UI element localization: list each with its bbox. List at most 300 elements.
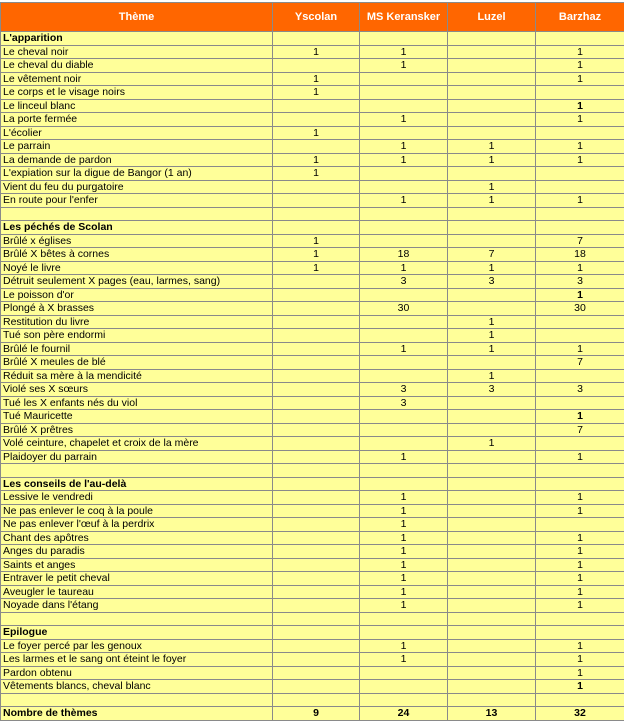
table-row — [1, 558, 624, 572]
value-cell: 30 — [360, 302, 448, 316]
table-row — [1, 342, 624, 356]
value-cell — [273, 180, 360, 194]
theme-label: Détruit seulement X pages (eau, larmes, sang) — [1, 275, 273, 289]
value-cell — [448, 491, 536, 505]
value-cell — [448, 423, 536, 437]
theme-label — [1, 464, 273, 478]
value-cell: 1 — [536, 666, 624, 680]
value-cell — [273, 437, 360, 451]
section-row — [1, 32, 624, 46]
value-cell — [360, 464, 448, 478]
theme-label: Le corps et le visage noirs — [1, 86, 273, 100]
value-cell — [273, 612, 360, 626]
value-cell — [536, 464, 624, 478]
theme-label: Réduit sa mère à la mendicité — [1, 369, 273, 383]
section-row — [1, 477, 624, 491]
theme-label: Pardon obtenu — [1, 666, 273, 680]
value-cell — [273, 59, 360, 73]
value-cell: 3 — [536, 383, 624, 397]
header-row — [1, 3, 624, 32]
theme-label: En route pour l'enfer — [1, 194, 273, 208]
themes-table — [0, 2, 624, 721]
value-cell — [273, 369, 360, 383]
table-row — [1, 572, 624, 586]
table-row — [1, 437, 624, 451]
value-cell: 1 — [536, 558, 624, 572]
table-row — [1, 653, 624, 667]
value-cell — [273, 639, 360, 653]
value-cell: 1 — [536, 491, 624, 505]
value-cell: 1 — [536, 572, 624, 586]
value-cell: 1 — [360, 531, 448, 545]
theme-label: Le linceul blanc — [1, 99, 273, 113]
value-cell: 1 — [360, 518, 448, 532]
value-cell — [536, 518, 624, 532]
value-cell — [448, 693, 536, 707]
value-cell — [448, 545, 536, 559]
value-cell — [448, 558, 536, 572]
value-cell: 24 — [360, 707, 448, 721]
theme-label: L'écolier — [1, 126, 273, 140]
value-cell: 1 — [536, 99, 624, 113]
value-cell — [273, 288, 360, 302]
value-cell — [273, 194, 360, 208]
value-cell — [536, 207, 624, 221]
value-cell — [536, 396, 624, 410]
section-row — [1, 626, 624, 640]
blank-row — [1, 612, 624, 626]
value-cell — [360, 437, 448, 451]
value-cell — [273, 666, 360, 680]
table-row — [1, 410, 624, 424]
value-cell: 1 — [536, 545, 624, 559]
value-cell: 1 — [536, 153, 624, 167]
value-cell — [536, 126, 624, 140]
value-cell — [360, 221, 448, 235]
value-cell — [448, 288, 536, 302]
value-cell: 1 — [360, 639, 448, 653]
value-cell — [360, 329, 448, 343]
theme-label: Plongé à X brasses — [1, 302, 273, 316]
table-row — [1, 153, 624, 167]
value-cell: 9 — [273, 707, 360, 721]
value-cell — [273, 572, 360, 586]
value-cell — [536, 32, 624, 46]
value-cell: 1 — [360, 45, 448, 59]
theme-label: Ne pas enlever le coq à la poule — [1, 504, 273, 518]
value-cell — [273, 207, 360, 221]
table-row — [1, 126, 624, 140]
value-cell — [273, 410, 360, 424]
value-cell — [448, 572, 536, 586]
value-cell — [448, 45, 536, 59]
value-cell: 3 — [360, 383, 448, 397]
theme-label: Brûlé le fournil — [1, 342, 273, 356]
table-row — [1, 194, 624, 208]
value-cell: 1 — [536, 410, 624, 424]
value-cell — [448, 410, 536, 424]
section-title: Les conseils de l'au-delà — [1, 477, 273, 491]
theme-label: Tué son père endormi — [1, 329, 273, 343]
value-cell: 1 — [536, 504, 624, 518]
value-cell: 1 — [360, 585, 448, 599]
theme-label: La demande de pardon — [1, 153, 273, 167]
blank-row — [1, 693, 624, 707]
theme-label: Plaidoyer du parrain — [1, 450, 273, 464]
table-row — [1, 315, 624, 329]
value-cell — [536, 612, 624, 626]
value-cell: 1 — [536, 342, 624, 356]
value-cell: 1 — [448, 153, 536, 167]
value-cell — [273, 423, 360, 437]
value-cell — [360, 288, 448, 302]
value-cell: 1 — [536, 653, 624, 667]
table-row — [1, 666, 624, 680]
value-cell: 3 — [360, 396, 448, 410]
value-cell — [273, 545, 360, 559]
value-cell: 1 — [360, 194, 448, 208]
value-cell — [448, 113, 536, 127]
theme-label: Aveugler le taureau — [1, 585, 273, 599]
value-cell — [360, 693, 448, 707]
theme-label: Les larmes et le sang ont éteint le foyer — [1, 653, 273, 667]
value-cell: 1 — [448, 369, 536, 383]
table-row — [1, 180, 624, 194]
table-row — [1, 531, 624, 545]
theme-label: Lessive le vendredi — [1, 491, 273, 505]
value-cell — [536, 626, 624, 640]
value-cell: 13 — [448, 707, 536, 721]
value-cell — [273, 693, 360, 707]
value-cell — [273, 450, 360, 464]
value-cell — [273, 464, 360, 478]
table-row — [1, 99, 624, 113]
value-cell — [448, 653, 536, 667]
value-cell — [360, 680, 448, 694]
table-row — [1, 450, 624, 464]
value-cell: 1 — [536, 140, 624, 154]
value-cell — [448, 59, 536, 73]
value-cell — [448, 639, 536, 653]
value-cell: 1 — [360, 653, 448, 667]
value-cell — [273, 221, 360, 235]
value-cell: 1 — [360, 113, 448, 127]
header-yscolan: Yscolan — [273, 3, 360, 32]
value-cell: 7 — [536, 356, 624, 370]
value-cell: 1 — [536, 194, 624, 208]
value-cell — [536, 180, 624, 194]
value-cell: 1 — [448, 342, 536, 356]
value-cell: 1 — [273, 234, 360, 248]
value-cell — [273, 518, 360, 532]
table-row — [1, 72, 624, 86]
section-title: Les péchés de Scolan — [1, 221, 273, 235]
value-cell — [448, 477, 536, 491]
value-cell — [360, 72, 448, 86]
value-cell — [360, 410, 448, 424]
value-cell — [448, 464, 536, 478]
value-cell — [448, 356, 536, 370]
theme-label: Noyade dans l'étang — [1, 599, 273, 613]
theme-label: Tué les X enfants nés du viol — [1, 396, 273, 410]
table-row — [1, 167, 624, 181]
value-cell — [360, 423, 448, 437]
value-cell: 1 — [448, 261, 536, 275]
value-cell — [536, 369, 624, 383]
value-cell: 1 — [536, 639, 624, 653]
value-cell: 18 — [360, 248, 448, 262]
blank-row — [1, 207, 624, 221]
value-cell — [536, 221, 624, 235]
value-cell: 1 — [273, 86, 360, 100]
value-cell: 1 — [360, 504, 448, 518]
value-cell: 3 — [448, 383, 536, 397]
value-cell — [360, 626, 448, 640]
table-row — [1, 356, 624, 370]
total-row — [1, 707, 624, 721]
value-cell — [273, 342, 360, 356]
value-cell: 1 — [536, 450, 624, 464]
value-cell: 1 — [273, 45, 360, 59]
value-cell — [448, 666, 536, 680]
theme-label: Brûlé X bêtes à cornes — [1, 248, 273, 262]
value-cell — [536, 86, 624, 100]
value-cell — [448, 450, 536, 464]
value-cell: 1 — [536, 72, 624, 86]
table-row — [1, 248, 624, 262]
value-cell — [273, 113, 360, 127]
theme-label: Volé ceinture, chapelet et croix de la mère — [1, 437, 273, 451]
value-cell — [273, 599, 360, 613]
value-cell: 1 — [360, 153, 448, 167]
table-row — [1, 288, 624, 302]
value-cell: 1 — [273, 153, 360, 167]
table-row — [1, 585, 624, 599]
value-cell — [273, 531, 360, 545]
value-cell — [448, 126, 536, 140]
value-cell — [273, 275, 360, 289]
value-cell: 1 — [360, 450, 448, 464]
value-cell: 3 — [448, 275, 536, 289]
value-cell — [360, 234, 448, 248]
value-cell — [448, 86, 536, 100]
value-cell: 1 — [273, 261, 360, 275]
value-cell — [360, 612, 448, 626]
value-cell: 7 — [536, 234, 624, 248]
value-cell — [273, 477, 360, 491]
header-luzel: Luzel — [448, 3, 536, 32]
value-cell — [273, 356, 360, 370]
value-cell — [448, 99, 536, 113]
table-row — [1, 261, 624, 275]
theme-label: Le foyer percé par les genoux — [1, 639, 273, 653]
value-cell: 1 — [360, 140, 448, 154]
value-cell — [360, 315, 448, 329]
value-cell: 7 — [448, 248, 536, 262]
theme-label: Brûlé X meules de blé — [1, 356, 273, 370]
value-cell — [536, 315, 624, 329]
section-row — [1, 221, 624, 235]
value-cell — [273, 383, 360, 397]
value-cell — [360, 477, 448, 491]
value-cell — [273, 504, 360, 518]
theme-label: Vient du feu du purgatoire — [1, 180, 273, 194]
header-barzhaz: Barzhaz — [536, 3, 624, 32]
value-cell: 1 — [448, 140, 536, 154]
table-row — [1, 545, 624, 559]
value-cell: 1 — [536, 599, 624, 613]
value-cell — [448, 626, 536, 640]
value-cell: 1 — [448, 194, 536, 208]
theme-label: Le parrain — [1, 140, 273, 154]
table-row — [1, 140, 624, 154]
value-cell — [448, 518, 536, 532]
value-cell — [536, 693, 624, 707]
value-cell: 18 — [536, 248, 624, 262]
theme-label: Le cheval noir — [1, 45, 273, 59]
value-cell: 1 — [536, 288, 624, 302]
table-row — [1, 396, 624, 410]
theme-label: Brûlé X prêtres — [1, 423, 273, 437]
value-cell: 1 — [360, 59, 448, 73]
value-cell: 1 — [448, 437, 536, 451]
value-cell: 1 — [448, 315, 536, 329]
value-cell — [273, 491, 360, 505]
value-cell: 1 — [360, 599, 448, 613]
value-cell — [360, 126, 448, 140]
table-row — [1, 86, 624, 100]
value-cell — [273, 626, 360, 640]
value-cell: 30 — [536, 302, 624, 316]
value-cell: 1 — [273, 167, 360, 181]
value-cell: 1 — [360, 261, 448, 275]
value-cell — [448, 612, 536, 626]
theme-label: Saints et anges — [1, 558, 273, 572]
theme-label: Nombre de thèmes — [1, 707, 273, 721]
value-cell: 1 — [536, 261, 624, 275]
table-row — [1, 383, 624, 397]
table-row — [1, 329, 624, 343]
value-cell — [273, 558, 360, 572]
value-cell — [273, 329, 360, 343]
value-cell: 3 — [360, 275, 448, 289]
theme-label: Chant des apôtres — [1, 531, 273, 545]
table-row — [1, 599, 624, 613]
value-cell: 1 — [536, 59, 624, 73]
table-row — [1, 491, 624, 505]
table-row — [1, 275, 624, 289]
value-cell — [273, 585, 360, 599]
table-row — [1, 369, 624, 383]
value-cell: 1 — [360, 545, 448, 559]
value-cell — [360, 99, 448, 113]
section-title: L'apparition — [1, 32, 273, 46]
value-cell: 1 — [536, 585, 624, 599]
value-cell — [448, 680, 536, 694]
value-cell — [448, 32, 536, 46]
theme-label: La porte fermée — [1, 113, 273, 127]
value-cell: 1 — [448, 329, 536, 343]
value-cell: 32 — [536, 707, 624, 721]
theme-label: Violé ses X sœurs — [1, 383, 273, 397]
value-cell — [448, 221, 536, 235]
theme-label: Vêtements blancs, cheval blanc — [1, 680, 273, 694]
value-cell — [273, 315, 360, 329]
value-cell — [448, 207, 536, 221]
value-cell: 1 — [536, 113, 624, 127]
value-cell: 1 — [536, 680, 624, 694]
theme-label: Brûlé x églises — [1, 234, 273, 248]
value-cell — [448, 396, 536, 410]
theme-label: Entraver le petit cheval — [1, 572, 273, 586]
value-cell — [448, 72, 536, 86]
value-cell — [536, 167, 624, 181]
value-cell — [448, 302, 536, 316]
value-cell — [360, 167, 448, 181]
theme-label: Le cheval du diable — [1, 59, 273, 73]
value-cell — [448, 531, 536, 545]
table-row — [1, 59, 624, 73]
value-cell — [360, 86, 448, 100]
value-cell: 1 — [360, 342, 448, 356]
theme-label: Restitution du livre — [1, 315, 273, 329]
value-cell — [273, 99, 360, 113]
theme-label: Noyé le livre — [1, 261, 273, 275]
value-cell — [273, 396, 360, 410]
value-cell — [273, 140, 360, 154]
value-cell: 1 — [273, 126, 360, 140]
value-cell: 3 — [536, 275, 624, 289]
theme-label — [1, 612, 273, 626]
value-cell — [360, 356, 448, 370]
value-cell — [536, 329, 624, 343]
section-title: Epilogue — [1, 626, 273, 640]
table-row — [1, 302, 624, 316]
table-row — [1, 423, 624, 437]
value-cell: 1 — [273, 72, 360, 86]
value-cell — [273, 680, 360, 694]
table-row — [1, 504, 624, 518]
value-cell — [536, 477, 624, 491]
value-cell — [448, 167, 536, 181]
table-row — [1, 639, 624, 653]
value-cell — [273, 302, 360, 316]
value-cell — [360, 666, 448, 680]
theme-label: Anges du paradis — [1, 545, 273, 559]
theme-label — [1, 207, 273, 221]
value-cell — [273, 32, 360, 46]
value-cell — [360, 180, 448, 194]
table-row — [1, 518, 624, 532]
value-cell: 1 — [448, 180, 536, 194]
value-cell: 1 — [360, 558, 448, 572]
value-cell: 1 — [536, 45, 624, 59]
theme-label: L'expiation sur la digue de Bangor (1 an) — [1, 167, 273, 181]
table-row — [1, 234, 624, 248]
value-cell — [536, 437, 624, 451]
table-row — [1, 680, 624, 694]
value-cell: 1 — [360, 491, 448, 505]
theme-label — [1, 693, 273, 707]
theme-label: Ne pas enlever l'œuf à la perdrix — [1, 518, 273, 532]
table-row — [1, 45, 624, 59]
header-theme: Thème — [1, 3, 273, 32]
theme-label: Le vêtement noir — [1, 72, 273, 86]
value-cell: 1 — [536, 531, 624, 545]
value-cell — [448, 234, 536, 248]
value-cell — [448, 585, 536, 599]
theme-label: Le poisson d'or — [1, 288, 273, 302]
